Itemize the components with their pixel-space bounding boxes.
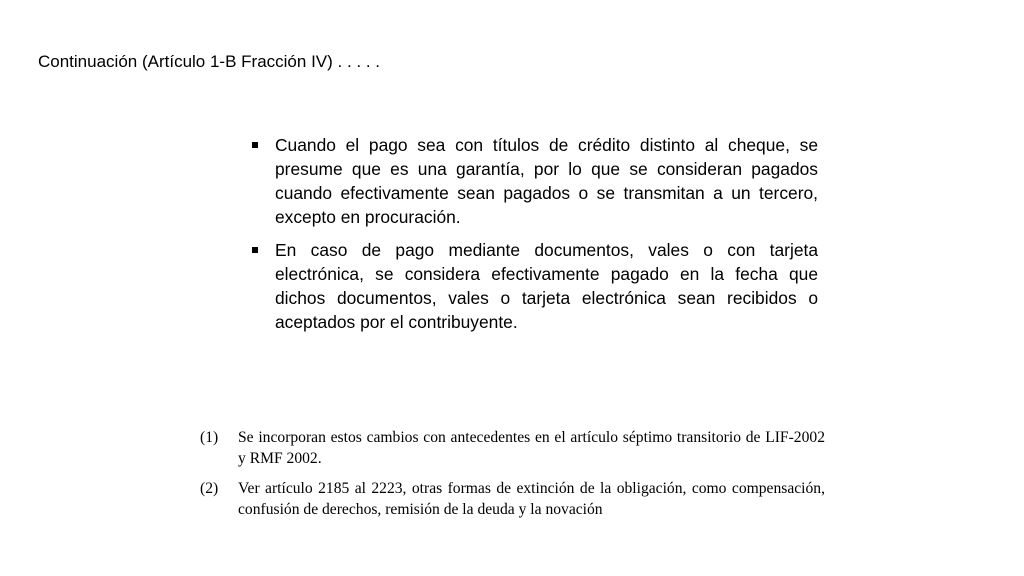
footnote-text: Se incorporan estos cambios con antecedentes en el artículo séptimo transitorio de LIF-2002 y RMF 2002.: [238, 429, 825, 467]
bullet-list: [250, 133, 818, 343]
footnote-number: (1): [200, 429, 219, 446]
footnote-text: Ver artículo 2185 al 2223, otras formas de extinción de la obligación, como compensación, confusión de derechos, remisión de la deuda y la novación: [238, 480, 825, 518]
bullet-item: [250, 133, 818, 229]
footnote-number: (2): [200, 480, 219, 497]
bullet-item: [250, 238, 818, 334]
footnote: [200, 478, 825, 520]
square-bullet-icon: [252, 142, 258, 148]
square-bullet-icon: [252, 247, 258, 253]
bullet-text: En caso de pago mediante documentos, vales o con tarjeta electrónica, se considera efectivamente pagado en la fecha que dichos documentos, vales o tarjeta electrónica sean recibidos o aceptados por el contribuyente.: [275, 240, 818, 332]
slide-title: Continuación (Artículo 1-B Fracción IV) . . . . .: [38, 52, 381, 71]
footnote: [200, 427, 825, 469]
bullet-text: Cuando el pago sea con títulos de crédito distinto al cheque, se presume que es una garantía, por lo que se consideran pagados cuando efectivamente sean pagados o se transmitan a un tercero, excepto en procuración.: [275, 135, 818, 227]
footnotes: [200, 427, 825, 529]
